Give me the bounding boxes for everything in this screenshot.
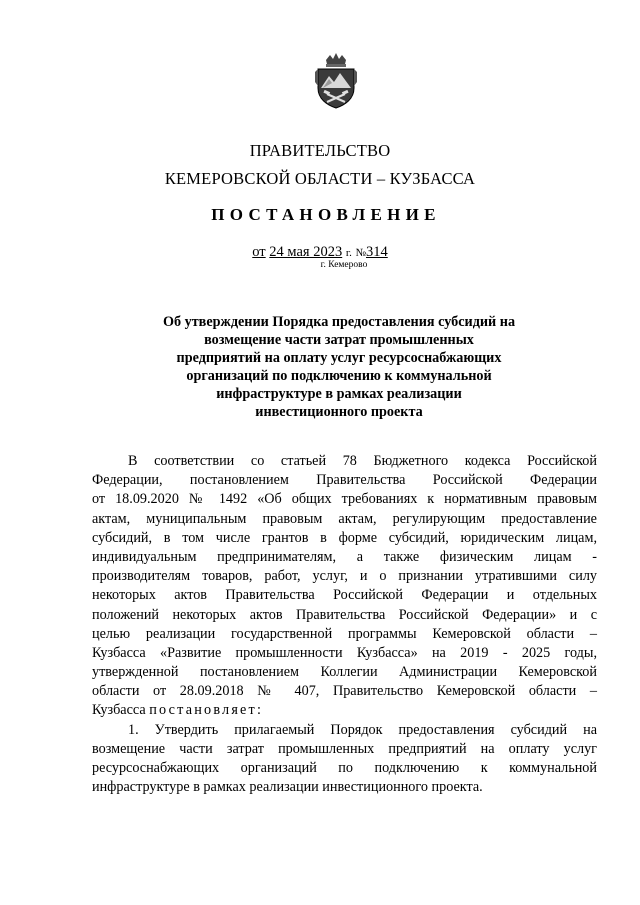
body-line: положений некоторых актов Правительства Российской Федерации» и с <box>92 606 597 623</box>
document-body <box>92 452 597 797</box>
government-name-line1: ПРАВИТЕЛЬСТВО <box>249 141 391 160</box>
item-1-line: ресурсоснабжающих организаций по подключению к коммунальной <box>92 760 597 776</box>
government-name-line2: КЕМЕРОВСКОЙ ОБЛАСТИ – КУЗБАССА <box>164 169 476 188</box>
body-line: актам, муниципальным правовым актам, регулирующим предоставление <box>92 510 597 527</box>
number-sign: № <box>355 247 366 259</box>
body-line: от 18.09.2020 № 1492 «Об общих требованиях к нормативным правовым <box>92 491 597 508</box>
subject-line: инфраструктуре в рамках реализации <box>216 386 462 402</box>
subject-line: Об утверждении Порядка предоставления субсидий на <box>162 314 516 330</box>
body-line: области от 28.09.2018 № 407, Правительство Кемеровской области – <box>92 683 597 700</box>
resolution-prefix: Кузбасса <box>92 702 146 719</box>
body-line: В соответствии со статьей 78 Бюджетного кодекса Российской <box>128 453 597 469</box>
resolution-word: постановляет: <box>149 702 264 719</box>
document-number: 314 <box>366 244 388 260</box>
coat-of-arms-icon <box>312 52 360 110</box>
document-date: 24 мая 2023 <box>269 244 343 260</box>
subject-line: возмещение части затрат промышленных <box>204 332 474 348</box>
body-line: утвержденной постановлением Коллегии Администрации Кемеровской <box>92 664 597 681</box>
item-1-line: 1. Утвердить прилагаемый Порядок предоставления субсидий на <box>128 721 597 738</box>
body-line-resolution <box>92 701 597 720</box>
body-line: производителям товаров, работ, услуг, и о признании утратившими силу <box>92 568 597 585</box>
body-line: целью реализации государственной программы Кемеровской области – <box>92 625 597 642</box>
document-subject <box>145 313 533 421</box>
body-line: субсидий, в том числе грантов в форме субсидий, юридическим лицам, <box>92 529 597 546</box>
subject-line: инвестиционного проекта <box>255 404 423 420</box>
body-line: Федерации, постановлением Правительства Российской Федерации <box>92 472 597 489</box>
item-1-line: инфраструктуре в рамках реализации инвестиционного проекта. <box>92 779 483 796</box>
body-line: некоторых актов Правительства Российской Федерации и отдельных <box>92 587 597 604</box>
subject-line: организаций по подключению к коммунальной <box>186 368 492 384</box>
year-suffix: г. <box>345 247 352 259</box>
document-type-title: ПОСТАНОВЛЕНИЕ <box>211 205 441 224</box>
date-prefix: от <box>252 244 266 260</box>
body-line: индивидуальным предпринимателям, а также физическим лицам - <box>92 548 597 565</box>
document-city: г. Кемерово <box>320 260 368 270</box>
body-line: Кузбасса «Развитие промышленности Кузбасса» на 2019 - 2025 годы, <box>92 644 597 661</box>
subject-line: предприятий на оплату услуг ресурсоснабжающих <box>176 350 502 366</box>
item-1-line: возмещение части затрат промышленных предприятий на оплату услуг <box>92 740 597 757</box>
